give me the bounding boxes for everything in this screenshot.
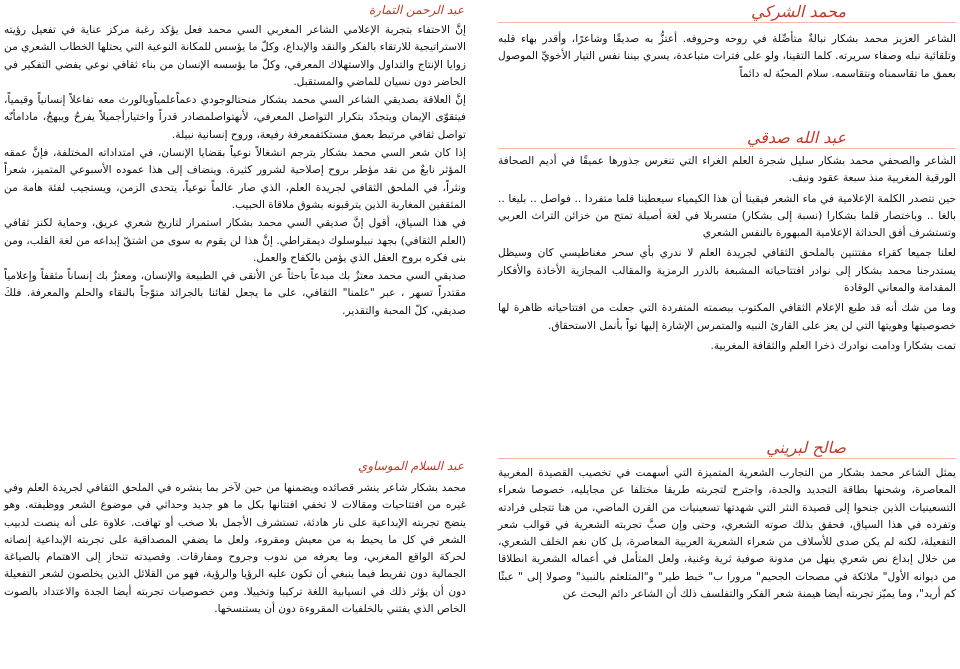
testimonial-section [498, 128, 956, 355]
testimonial-paragraph: لعلنا جميعا كقراء مفتتنين بالملحق الثقافي لجريدة العلم لا ندري بأي سحر مغناطيسي كان وسيظل يستدرجنا محمد بشكار إلى نوادر افتتاحياته المشبعة بالدرر الرمزية والمقالب المجازية الأخاذة والأفكار المقدامة والمعاني الوقادة [498, 247, 956, 295]
testimonial-section [498, 2, 956, 83]
testimonial-paragraph: الشاعر العزيز محمد بشكار نبالةٌ متأصِّلة في روحه وحروفه. أعتزُّ به صديقًا وشاعرًا، وأقدر بهاء قلبه وتلقائية نبله وصفاء سريرته. كلما التقينا، ولو على فترات متباعدة، يسري بيننا نفس التيار الأخويِّ الموصول بعمق ما تقاسمناه ونتقاسمه. سلام المحبّة له دائماً [498, 33, 956, 80]
author-signature: صالح لبريني [498, 438, 956, 459]
author-signature: عبد السلام الموساوي [357, 459, 464, 473]
testimonial-paragraph: في هذا السياق، أقول إنَّ صديقي السي محمد بشكار استمرار لتاريخ شعري عريق، وحماية لكنز ثقافي (العلم الثقافي) بجهد نبيلوسلوك ديمقراطي. إنَّ هذا لن يقوم به سوى من اشتقّ إبداعه من لغة القلب، ومن بنى فكره بروح العقل الذي يؤمن بالكفاح والعمل. [4, 217, 466, 264]
author-signature: محمد الشركي [498, 2, 956, 23]
author-signature: عبد الله صدقي [498, 128, 956, 149]
testimonial-paragraph: تمت بشكارا ودامت نوادرك ذخرا العلم والثقافة المغربية. [710, 339, 956, 352]
testimonial-paragraph: إذا كان شعر السي محمد بشكار يترجم انشغالاً نوعياً بقضايا الإنسان، في امتداداته المختلفة، فإنَّ عمقه المؤثر نابعٌ من نقد مؤطر بروح إصلاحية لشرور كثيرة. وينضاف إلى هذا عموده الأسبوعي المتميز، شعراً ونثراً، في الملحق الثقافي لجريدة العلم، الذي صار عالماً نوعياً، يتحدى الزمن، ويستجيب لفئة هامة من المثقفين المغاربة الذين يترقبونه بشوق ملاقاة الحبيب. [4, 147, 466, 211]
testimonial-paragraph: حين تتصدر الكلمة الإعلامية في ماء الشعر فيقينا أن هذا الكيمياء سيعطينا قلما متفردا .. فواصل .. بليغا .. بالغا .. وباختصار قلما بشكارا (نسبة إلى بشكار) متسربلا في لغة أصيلة تمتح من خزائن التراث العربي وتستشرف أفق الحداثة الإعلامية المبهورة بالنفس الشعري [498, 192, 956, 240]
testimonial-paragraph: محمد بشكار شاعر ينشر قصائده ويضمنها من حين لآخر بما ينشره في الملحق الثقافي لجريدة العلم وفي غيره من افتتاحيات ومقالات لا تخفي افتتانها بكل ما هو جديد وحداثي في موضوع الشعر ووظيفته. وهو ينضج تجربته الإبداعية على نار هادئة، تستشرف الأجمل بلا صخب أو تهافت. علاوة على أنه ينصت لدبيب الشعر في كل ما يحيط به من معيش ومقروء، ولعل ما يضفي المصداقية على تجربته الإبداعية إنصاته لحركة الواقع المغربي، وما يعرفه من ندوب وجروح ومفارقات. وقصيدته تنحاز إلى الاهتمام بالصياغة الجمالية دون تفريط فيما ينبغي أن تكون عليه الرؤيا والرؤية، فهو من القلائل الذين يخلصون لشعر التفعيلة دون أن يؤثر ذلك في انسيابية اللغة تركيبا وتخييلا. ومن خصوصيات تجربته أيضا الجدة والاعتداد بالصوت الخاص الذي يفتني بالخلفيات المقروءة دون أن يستنسخها. [4, 482, 466, 616]
testimonial-paragraph: الشاعر والصحفي محمد بشكار سليل شجرة العلم الغراء التي تنغرس جذورها عميقًا في أديم الصحافة الورقية المغربية منذ سبعة عقود ونيف. [498, 155, 956, 185]
testimonial-section [4, 0, 466, 320]
testimonial-paragraph: إنَّ الاحتفاء بتجربة الإعلامي الشاعر المغربي السي محمد فعل يؤكد رغبة مركز عناية في تفعيل رؤيته الاستراتيجية للارتقاء بالفكر والنقد والإبداع، وكلّ ما يؤسس للمكانة النوعية التي يحتلها الخطاب الشعري من زوايا الإنتاج والتداول والاستهلاك المعرفي، وكلّ ما يؤسسه الإنسان من بناء ثقافي نوعي يفضي التفكير في الحاضر دون نسيان للماضي والمستقبل. [4, 24, 466, 88]
testimonial-paragraph: إنَّ العلاقة بصديقي الشاعر السي محمد بشكار منحتالوجودي دعماًعلمياًوبالورث معه تفاعلاً إنسانياً وقيمياً، فيتقوّى الإيمان ويتجدّد بتكرار التواصل المعرفي، لأنهتواصلمصادر قدراً واختيارأجميلاً يفرحُ ويبهجُ، مادامأنّه تواصل ثقافي مرتبط بعمق مستكثفمعرفة رفيعة، وروح إنسانية نبيلة. [4, 94, 466, 141]
testimonial-paragraph: صديقي السي محمد معتزٌ بك مبدعاً باحثاً عن الأنقى في الطبيعة والإنسان، ومعتزٌ بك إنساناً مثقفاً وإعلامياً مقتدراً تسهر ، عبر "علمنا" الثقافي، على ما يجعل لقائنا بالجرائد متوّجاً بالنقاء والحلم والمعرفة. فلكَ صديقي، كلّ المحبة والتقدير. [4, 270, 466, 317]
testimonial-paragraph: وما من شك أنه قد طبع الإعلام الثقافي المكتوب ببصمته المتفردة التي جعلت من افتتاحياته ظاهرة لها خصوصيتها وهويتها التي لن يعز على القارئ النبيه والمتمرس الإشارة إليها تواً بأنمل الاستحقاق. [498, 302, 956, 332]
testimonial-paragraph: يمثل الشاعر محمد بشكار من التجارب الشعرية المتميزة التي أسهمت في تخصيب القصيدة المغربية المعاصرة، وشحنها بطاقة التجديد والجدة، واجترح لتجربته طريقا مختلفا عن مجايليه، خصوصا شعراء التسعينيات الذين جنحوا إلى قصيدة النثر التي شهدتها تسعينيات من القرن الماضي، من هنا تتجلى فرادته وتفرده في هذا السياق، فحقق بذلك صوته الشعري، وحتى وإن صبَّ تجربته الشعرية في قوالب شعر التفعيلة، لكنه لم يكن صدى للأسلاف من شعراء الشعرية العربية المعاصرة، بل كان نغم الخلف الشعري، من خلال إبداع نص شعري ينهل من مدونة صوفية ثرية وغنية، ولعل المتأمل في أعماله الشعرية انطلاقا من ديوانه الأول" ملائكة في مصحات الجحيم" مرورا ب" خبط طير" و"المتلعثم بالنبيذ" وصولا إلى " عبثًا كم أريد"، وما يميّز تجربته أيضا هيمنة شعر الفكر والتفلسف ذلك أن الشاعر دائم البحث عن [498, 467, 956, 601]
testimonial-section [4, 456, 466, 618]
testimonial-section [498, 438, 956, 603]
author-signature: عبد الرحمن التمارة [368, 3, 464, 17]
